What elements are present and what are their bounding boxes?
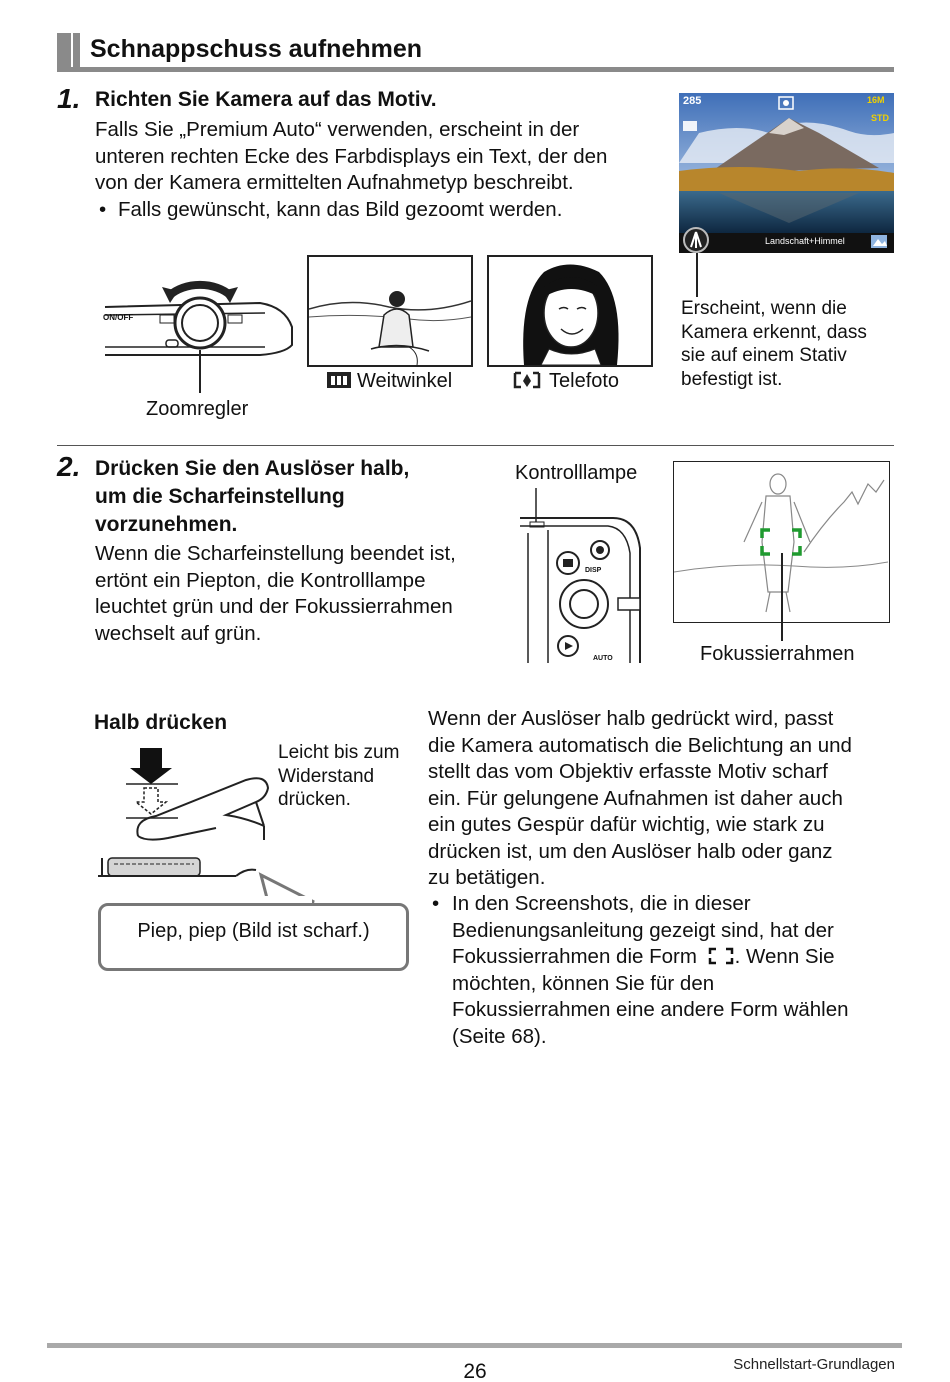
step-2-body-line: leuchtet grün und der Fokussierrahmen [95,595,453,618]
step-1-body-line: Falls Sie „Premium Auto“ verwenden, erscheint in der [95,118,580,141]
page-number: 26 [463,1360,487,1382]
scene-text: Landschaft+Himmel [765,236,845,246]
wide-angle-photo [307,255,473,367]
onoff-label: ON/OFF [103,313,134,322]
telephoto-label: Telefoto [549,370,620,392]
indicator-lamp-label: Kontrolllampe [515,462,638,484]
half-press-title: Halb drücken [94,711,228,734]
step-2-title [95,455,409,539]
zoom-lever-label: Zoomregler [146,398,249,420]
header-accent-bar [57,33,71,71]
explanation-bullet-line: Bedienungsanleitung gezeigt sind, hat der [452,918,834,942]
footer-section: Schnellstart-Grundlagen [733,1356,895,1373]
half-press-illustration [96,740,416,910]
camera-top-zoom-illustration [100,255,300,395]
step-2-body-line: Wenn die Scharfeinstellung beendet ist, [95,542,456,565]
telephoto-photo [487,255,653,367]
half-press-hint-line: Leicht bis zum [278,742,400,763]
wide-angle-icon [327,371,351,389]
step-1-body [95,117,665,197]
tripod-caption-line: sie auf einem Stativ [681,345,847,366]
quality-indicator: STD [871,113,889,123]
tripod-callout-line [696,253,698,297]
explanation-bullet-line: . Wenn Sie [734,945,835,968]
focus-frame-shape-icon [707,946,735,966]
explanation-line: stellt das vom Objektiv erfasste Motiv scharf [428,760,828,783]
tripod-caption-line: Erscheint, wenn die [681,298,847,319]
shots-remaining: 285 [683,95,702,107]
half-press-explanation [428,706,898,892]
page-title: Schnappschuss aufnehmen [90,35,423,63]
explanation-bullet-dot: • [432,892,440,915]
explanation-bullet-line: Fokussierrahmen eine andere Form wählen [452,998,849,1021]
section-divider [57,445,894,446]
explanation-bullet-line: In den Screenshots, die in dieser [452,892,751,915]
wide-angle-label: Weitwinkel [357,370,453,392]
disp-button-label: DISP [585,567,602,574]
camera-back-illustration [518,488,646,666]
explanation-bullet [452,891,902,1050]
step-1-body-line: von der Kamera ermittelten Aufnahmetyp beschreibt. [95,171,574,194]
footer-rule [47,1343,902,1348]
step-1-bullet-dot: • [99,198,107,221]
step-2-body-line: wechselt auf grün. [95,621,262,645]
tripod-caption-line: befestigt ist. [681,368,783,390]
explanation-line: ein gutes Gespür dafür wichtig, wie stark zu [428,813,825,836]
camera-display-photo [679,93,894,253]
step-2-body-line: ertönt ein Piepton, die Kontrolllampe [95,568,426,592]
step-2-title-line: um die Scharfeinstellung [95,485,345,508]
explanation-line: Wenn der Auslöser halb gedrückt wird, passt [428,707,834,730]
header-accent-bar-thin [73,33,80,71]
step-2-title-line: vorzunehmen. [95,513,238,536]
explanation-line: drücken ist, um den Auslöser halb oder ganz [428,839,833,863]
auto-button-label: AUTO [593,655,613,662]
tripod-caption-line: Kamera erkennt, dass [681,321,867,343]
step-2-body [95,541,456,647]
step-2-number: 2. [57,451,81,482]
step-2-title-line: Drücken Sie den Auslöser halb, [95,457,410,480]
speech-bubble-text: Piep, piep (Bild ist scharf.) [137,920,370,942]
focus-frame-callout-line [781,553,783,641]
step-1-title: Richten Sie Kamera auf das Motiv. [95,88,437,111]
half-press-hint-line: drücken. [278,789,351,810]
focus-frame-label: Fokussierrahmen [700,643,855,665]
explanation-bullet-line: Fokussierrahmen die Form [452,945,697,968]
header-rule [57,67,894,72]
step-1-body-line: unteren rechten Ecke des Farbdisplays ein Text, der den [95,144,608,168]
explanation-bullet-line: (Seite 68). [452,1024,547,1048]
telephoto-icon [513,371,541,389]
explanation-line: die Kamera automatisch die Belichtung an und [428,733,852,757]
explanation-bullet-line-with-icon [452,944,902,971]
explanation-bullet-line: möchten, können Sie für den [452,971,715,995]
image-size-indicator: 16M [867,95,885,105]
step-1-bullet: Falls gewünscht, kann das Bild gezoomt werden. [118,198,563,221]
step-1-number: 1. [57,83,81,114]
explanation-line: zu betätigen. [428,866,546,889]
tripod-caption [681,297,867,391]
explanation-line: ein. Für gelungene Aufnahmen ist daher auch [428,786,843,810]
half-press-hint-line: Widerstand [278,765,375,787]
